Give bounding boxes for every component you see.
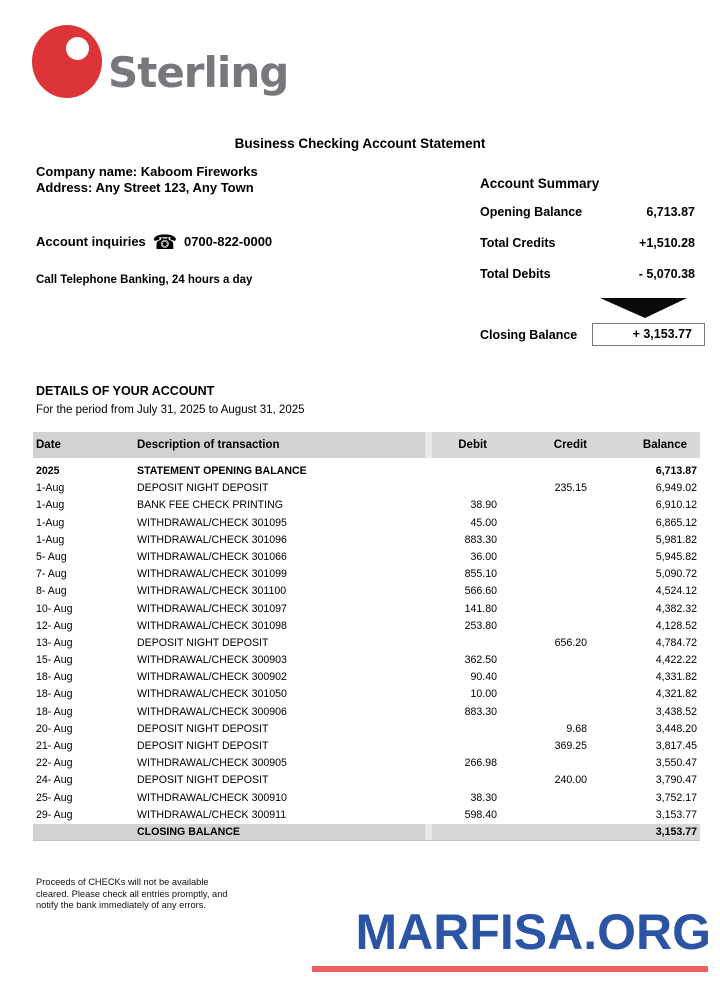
transaction-rows [33, 458, 700, 824]
table-row: 15- Aug WITHDRAWAL/CHECK 300903 362.50 4,422.22 [36, 654, 697, 667]
table-row: 21- Aug DEPOSIT NIGHT DEPOSIT 369.25 3,817.45 [36, 740, 697, 752]
column-header-balance: Balance [642, 439, 687, 451]
account-inquiries-line [36, 230, 272, 254]
column-header-debit: Debit [458, 439, 487, 451]
summary-row-credits [480, 236, 711, 250]
table-row: 5- Aug WITHDRAWAL/CHECK 301066 36.00 5,945.82 [36, 550, 697, 563]
closing-row-balance: 3,153.77 [655, 825, 697, 838]
legal-note-line: Proceeds of CHECKs will not be available [36, 877, 209, 887]
closing-row-label: CLOSING BALANCE [137, 825, 240, 838]
summary-row-closing [480, 323, 711, 346]
table-row: 18- Aug WITHDRAWAL/CHECK 301050 10.00 4,321.82 [36, 688, 697, 701]
legal-note-line: notify the bank immediately of any errors. [36, 900, 207, 911]
legal-note-line: cleared. Please check all entries promptly, and [36, 888, 228, 899]
table-row: 1-Aug BANK FEE CHECK PRINTING 38.90 6,910.12 [36, 499, 697, 512]
sterling-logo [32, 25, 332, 105]
total-debits-value: - 5,070.38 [638, 267, 695, 281]
statement-period: For the period from July 31, 2025 to August 31, 2025 [36, 404, 305, 416]
inquiries-label: Account inquiries [36, 234, 146, 249]
inquiries-phone-number: 0700-822-0000 [183, 234, 273, 249]
logo-white-dot-icon [66, 37, 89, 60]
table-row: 24- Aug DEPOSIT NIGHT DEPOSIT 240.00 3,790.47 [36, 774, 697, 787]
table-row: 18- Aug WITHDRAWAL/CHECK 300902 90.40 4,331.82 [36, 671, 697, 684]
table-row: 8- Aug WITHDRAWAL/CHECK 301100 566.60 4,524.12 [36, 585, 697, 598]
summary-row-opening [480, 205, 711, 219]
column-header-credit: Credit [553, 439, 587, 451]
table-row: 1-Aug WITHDRAWAL/CHECK 301096 883.30 5,981.82 [36, 533, 697, 546]
telephone-icon: ☎ [152, 230, 178, 254]
opening-balance-label: Opening Balance [480, 205, 583, 219]
company-address: Address: Any Street 123, Any Town [36, 179, 254, 195]
table-row: 29- Aug WITHDRAWAL/CHECK 300911 598.40 3,153.77 [36, 808, 697, 821]
total-credits-label: Total Credits [480, 236, 556, 250]
legal-note [36, 877, 228, 912]
table-row: 10- Aug WITHDRAWAL/CHECK 301097 141.80 4,382.32 [36, 602, 697, 615]
watermark-underline [312, 966, 708, 972]
total-credits-value: +1,510.28 [639, 236, 695, 250]
closing-balance-row [33, 824, 700, 841]
table-row: 12- Aug WITHDRAWAL/CHECK 301098 253.80 4,128.52 [36, 619, 697, 632]
marfisa-watermark: MARFISA.ORG [355, 904, 711, 960]
table-row: 1-Aug DEPOSIT NIGHT DEPOSIT 235.15 6,949.02 [36, 482, 697, 495]
account-summary-title: Account Summary [480, 176, 600, 191]
arrow-down-icon [600, 298, 687, 318]
table-row: 1-Aug WITHDRAWAL/CHECK 301095 45.00 6,865.12 [36, 516, 697, 529]
table-row: 25- Aug WITHDRAWAL/CHECK 300910 38.30 3,752.17 [36, 791, 697, 804]
table-row: 18- Aug WITHDRAWAL/CHECK 300906 883.30 3,438.52 [36, 705, 697, 718]
logo-red-circle-icon [32, 25, 102, 98]
brand-name: Sterling [108, 48, 289, 97]
company-name: Company name: Kaboom Fireworks [36, 164, 258, 179]
transactions-table [33, 432, 700, 841]
table-row: 20- Aug DEPOSIT NIGHT DEPOSIT 9.68 3,448.20 [36, 722, 697, 735]
customer-info [36, 164, 258, 195]
statement-title: Business Checking Account Statement [234, 136, 486, 151]
telephone-banking-note: Call Telephone Banking, 24 hours a day [36, 274, 253, 286]
table-row: 2025 STATEMENT OPENING BALANCE 6,713.87 [36, 465, 697, 477]
table-row: 22- Aug WITHDRAWAL/CHECK 300905 266.98 3,550.47 [36, 757, 697, 770]
closing-balance-label: Closing Balance [480, 327, 578, 342]
table-row: 13- Aug DEPOSIT NIGHT DEPOSIT 656.20 4,784.72 [36, 636, 697, 649]
table-header-row [33, 432, 700, 458]
table-row: 7- Aug WITHDRAWAL/CHECK 301099 855.10 5,090.72 [36, 568, 697, 581]
closing-balance-value: + 3,153.77 [592, 323, 705, 346]
details-section-title: DETAILS OF YOUR ACCOUNT [36, 384, 215, 398]
account-summary [480, 176, 711, 346]
total-debits-label: Total Debits [480, 267, 551, 281]
column-header-date: Date [36, 439, 61, 451]
opening-balance-value: 6,713.87 [646, 205, 695, 219]
column-header-description: Description of transaction [137, 439, 280, 451]
summary-row-debits [480, 267, 711, 281]
